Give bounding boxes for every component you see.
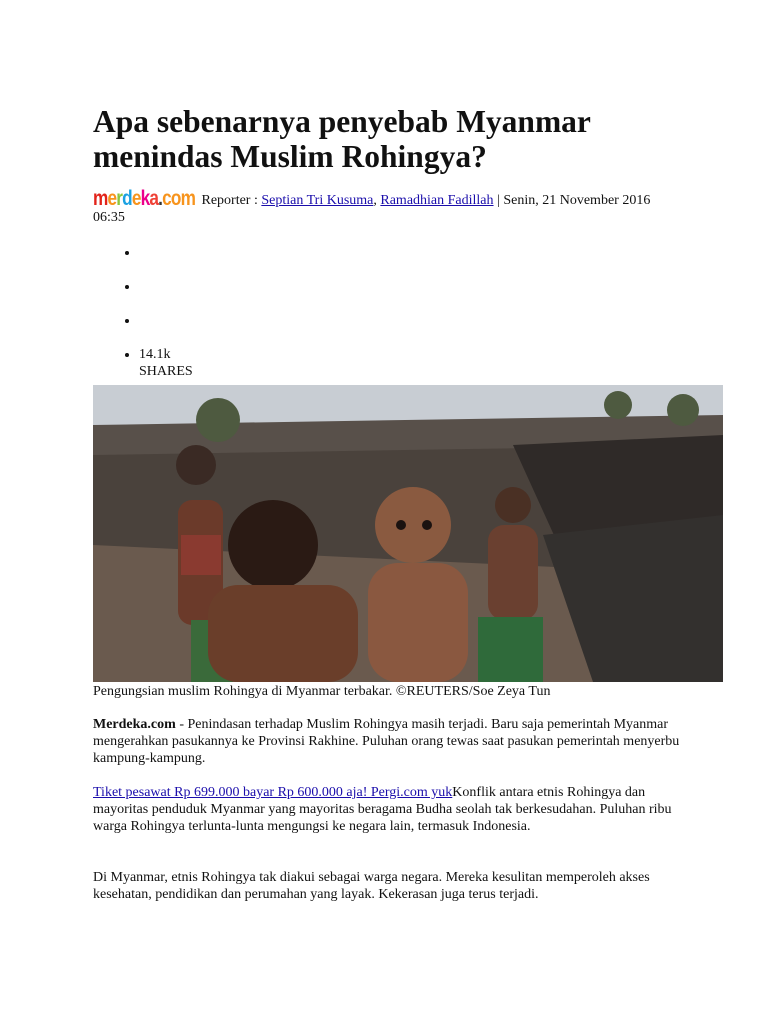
share-item-empty[interactable] bbox=[139, 244, 193, 261]
reporter-link-2[interactable]: Ramadhian Fadillah bbox=[380, 193, 494, 208]
share-item-empty[interactable] bbox=[139, 278, 193, 295]
paragraph-2-text: Konflik antara etnis Rohingya dan mayoritas penduduk Myanmar yang mayoritas beragama Budha seolah tak berkesudahan. Puluhan ribu warga Rohingya terlunta-lunta mengungsi ke negara lain, termasuk Indonesia. bbox=[93, 785, 672, 834]
paragraph-3: Di Myanmar, etnis Rohingya tak diakui sebagai warga negara. Mereka kesulitan memperoleh akses kesehatan, pendidikan dan perumahan yang layak. Kekerasan juga terus terjadi. bbox=[93, 870, 650, 902]
share-item-empty[interactable] bbox=[139, 312, 193, 329]
lead-text: - Penindasan terhadap Muslim Rohingya masih terjadi. Baru saja pemerintah Myanmar mengerahkan pasukannya ke Provinsi Rakhine. Puluhan orang tewas saat pasukan pemerintah menyerbu kampung-kampung. bbox=[93, 717, 680, 766]
share-count-item bbox=[139, 346, 193, 380]
publish-date: | Senin, 21 November 2016 06:35 bbox=[93, 193, 651, 225]
article-photo bbox=[93, 385, 723, 682]
reporter-label: Reporter : bbox=[201, 193, 262, 208]
reporter-link-1[interactable]: Septian Tri Kusuma bbox=[261, 193, 374, 208]
ad-link[interactable]: Tiket pesawat Rp 699.000 bayar Rp 600.000 aja! Pergi.com yuk bbox=[93, 785, 453, 800]
refugee-camp-photo bbox=[93, 385, 723, 682]
lead-paragraph bbox=[93, 716, 693, 767]
shares-label: SHARES bbox=[139, 364, 193, 379]
share-count: 14.1k bbox=[139, 347, 171, 362]
share-list bbox=[93, 244, 193, 380]
photo-caption: Pengungsian muslim Rohingya di Myanmar terbakar. ©REUTERS/Soe Zeya Tun bbox=[93, 684, 551, 699]
article-title: Apa sebenarnya penyebab Myanmar menindas Muslim Rohingya? bbox=[93, 104, 591, 174]
byline: merdeka.com Reporter : Septian Tri Kusuma, Ramadhian Fadillah | Senin, 21 November 2016 06:35 bbox=[93, 187, 651, 225]
lead-source: Merdeka.com bbox=[93, 717, 176, 732]
merdeka-logo[interactable]: merdeka.com bbox=[93, 187, 196, 210]
paragraph-2 bbox=[93, 784, 693, 835]
